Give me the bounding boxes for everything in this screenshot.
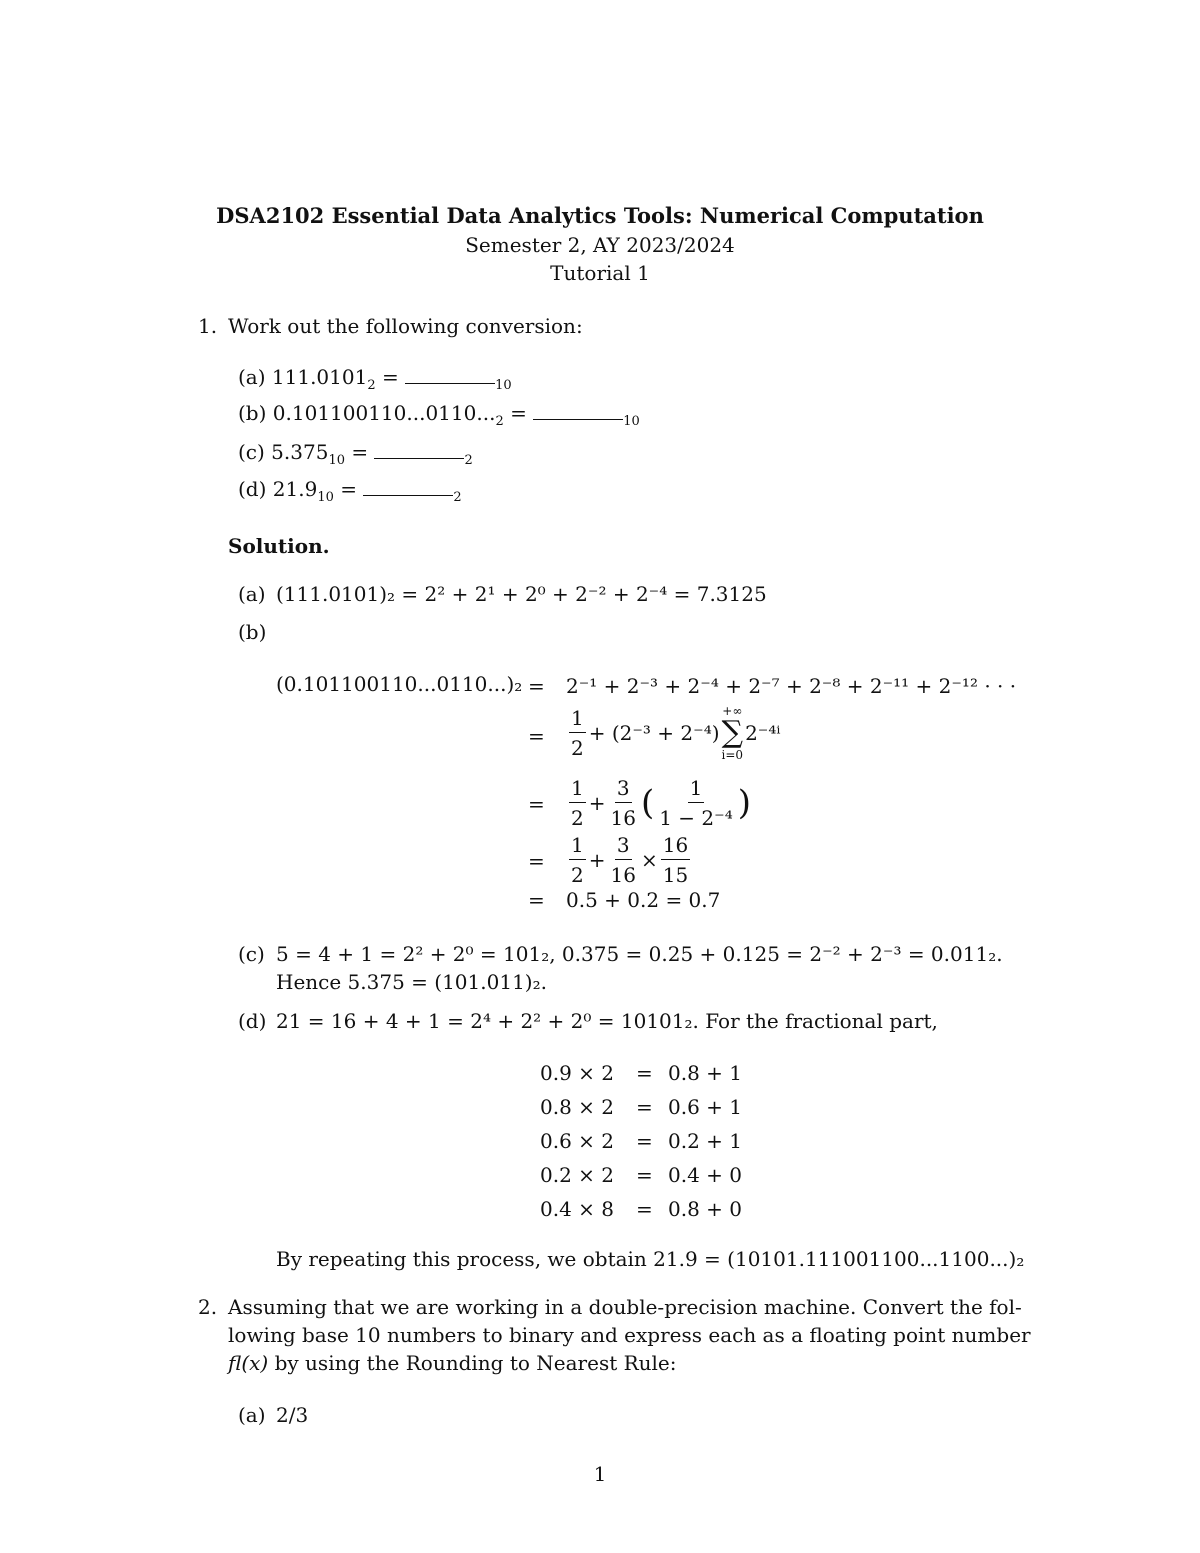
q1-item-c [238,440,473,468]
solution-b-line1-lhs: (0.101100110...0110...)₂ [276,672,523,696]
solution-b-eq-3: = [528,792,545,816]
q2-item-a: 2/3 [276,1403,309,1427]
q1-item-c-target: 2 [464,453,473,468]
q1-item-d-expr: 21.9 [272,477,318,501]
half-fraction-2: $\frac{1}{2}$ [571,776,584,830]
solution-b-line2 [566,704,780,762]
solution-b-line2-tail: 2⁻⁴ⁱ [745,721,781,745]
sixteen-fifteenths: $\frac{16}{15}$ [662,833,689,887]
q2-fl-symbol: fl(x) [228,1351,269,1375]
q1-item-b-label: (b) [238,401,267,425]
plus-sign-2: + [588,848,606,872]
q1-item-d-label: (d) [238,477,267,501]
solution-b-line5: 0.5 + 0.2 = 0.7 [566,888,721,912]
solution-a-text: (111.0101)₂ = 2² + 2¹ + 2⁰ + 2⁻² + 2⁻⁴ = 7.3125 [276,582,767,606]
q1-item-d-eq: = [333,477,364,501]
solution-heading: Solution. [228,534,330,558]
q1-item-c-eq: = [344,440,375,464]
table-row: 0.8 × 2 [540,1095,615,1119]
table-row-rhs: 0.6 + 1 [668,1095,743,1119]
q1-item-b-expr: 0.101100110...0110... [272,401,496,425]
solution-c-line1: 5 = 4 + 1 = 2² + 2⁰ = 101₂, 0.375 = 0.25 + 0.125 = 2⁻² + 2⁻³ = 0.011₂. [276,942,1003,966]
table-row: 0.4 × 8 [540,1197,615,1221]
q1-item-c-blank [374,440,464,459]
q2-item-a-label: (a) [238,1403,266,1427]
q2-line3-rest: by using the Rounding to Nearest Rule: [268,1351,677,1375]
solution-b-eq-2: = [528,724,545,748]
q1-number: 1. [198,314,218,338]
three-sixteenths: $\frac{3}{16}$ [610,776,636,830]
solution-d-line1: 21 = 16 + 4 + 1 = 2⁴ + 2² + 2⁰ = 10101₂. For the fractional part, [276,1009,938,1033]
times-sign: × [640,848,658,872]
q1-item-c-expr: 5.375 [271,440,329,464]
q1-item-b-eq: = [503,401,534,425]
table-row: 0.6 × 2 [540,1129,615,1153]
table-eq: = [636,1129,653,1153]
q1-item-a-base: 2 [367,378,376,393]
q1-item-c-base: 10 [328,453,345,468]
three-sixteenths-2: $\frac{3}{16}$ [610,833,636,887]
q1-item-a-blank [405,365,495,384]
solution-b-line2-mid: + (2⁻³ + 2⁻⁴) [588,721,720,745]
table-row-rhs: 0.8 + 0 [668,1197,743,1221]
q1-item-a-expr: 111.0101 [271,365,368,389]
table-row-rhs: 0.2 + 1 [668,1129,743,1153]
q1-item-d-target: 2 [453,490,462,505]
solution-a-label: (a) [238,582,266,606]
solution-b-line3: $\frac{1}{2}$ + $\frac{3}{16}$ ( $\frac{1}{\text{1 − 2⁻⁴}}$ ) [571,776,751,830]
solution-d-label: (d) [238,1009,267,1033]
page-number: 1 [593,1462,607,1486]
q1-item-a-label: (a) [238,365,266,389]
q2-line1: Assuming that we are working in a double-precision machine. Convert the fol- [228,1295,1022,1319]
table-row-rhs: 0.8 + 1 [668,1061,743,1085]
q2-line3 [228,1353,677,1373]
q2-number: 2. [198,1295,218,1319]
solution-b-line4 [566,833,693,887]
solution-b-eq-1: = [528,674,545,698]
q1-item-a [238,365,512,393]
solution-b-label: (b) [238,620,267,644]
solution-b-eq-4: = [528,849,545,873]
table-row: 0.9 × 2 [540,1061,615,1085]
q1-item-d [238,477,462,505]
geometric-series-fraction: $\frac{1}{\text{1 − 2⁻⁴}}$ [659,776,733,830]
table-row: 0.2 × 2 [540,1163,615,1187]
semester-line: Semester 2, AY 2023/2024 [465,233,735,257]
table-eq: = [636,1197,653,1221]
solution-b-line1-rhs: 2⁻¹ + 2⁻³ + 2⁻⁴ + 2⁻⁷ + 2⁻⁸ + 2⁻¹¹ + 2⁻¹² · · · [566,674,1017,698]
q1-item-b-target: 10 [623,414,640,429]
q1-item-b-base: 2 [495,414,504,429]
table-eq: = [636,1061,653,1085]
q1-item-d-blank [363,477,453,496]
half-fraction-3: $\frac{1}{2}$ [571,833,584,887]
table-row-rhs: 0.4 + 0 [668,1163,743,1187]
plus-sign: + [588,791,606,815]
document-title: DSA2102 Essential Data Analytics Tools: Numerical Computation [216,203,984,228]
table-eq: = [636,1163,653,1187]
sigma-sum: +∞ ∑ i=0 [721,704,744,762]
q1-item-a-eq: = [375,365,406,389]
table-eq: = [636,1095,653,1119]
q1-item-d-base: 10 [317,490,334,505]
q1-item-a-target: 10 [495,378,512,393]
solution-c-line2: Hence 5.375 = (101.011)₂. [276,970,547,994]
q1-item-c-label: (c) [238,440,265,464]
q1-prompt: Work out the following conversion: [228,314,583,338]
q2-line2: lowing base 10 numbers to binary and express each as a floating point number [228,1323,1031,1347]
half-fraction: $\frac{1}{2}$ [571,706,584,760]
q1-item-b-blank [533,401,623,420]
solution-d-conclusion: By repeating this process, we obtain 21.9 = (10101.111001100...1100...)₂ [276,1247,1025,1271]
solution-c-label: (c) [238,942,265,966]
tutorial-line: Tutorial 1 [550,261,650,285]
q1-item-b [238,401,640,429]
solution-b-eq-5: = [528,888,545,912]
